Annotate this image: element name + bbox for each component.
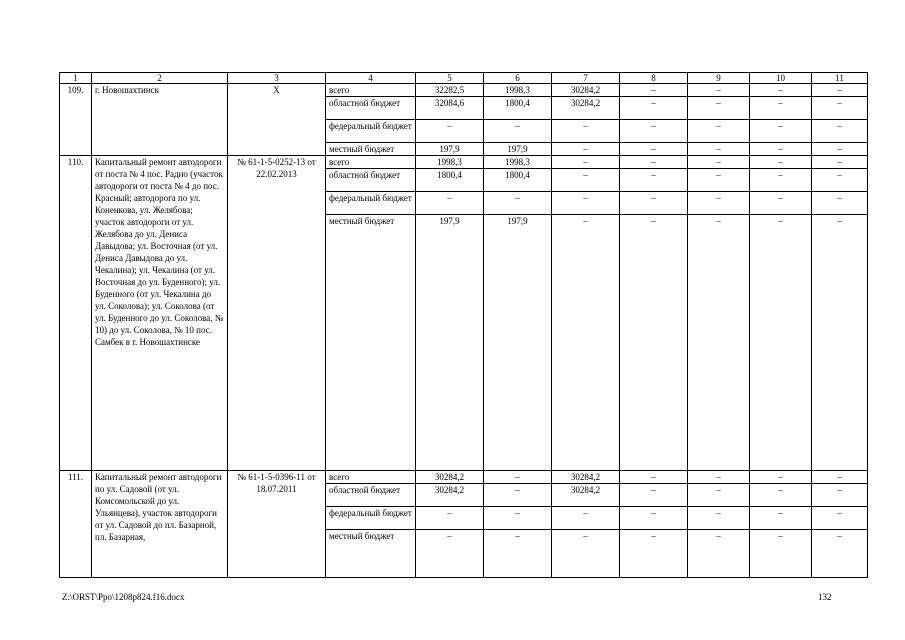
header-row [60,73,868,84]
header-cell: 7 [552,73,620,84]
value-cell: – [620,530,688,578]
header-cell: 11 [812,73,868,84]
row-number: 109. [60,84,92,156]
table-row [60,471,868,484]
row-number: 110. [60,156,92,471]
value-cell: 30284,2 [552,97,620,120]
funding-source: всего [326,156,416,169]
value-cell: 30284,2 [552,84,620,97]
value-cell: – [812,97,868,120]
header-cell: 5 [416,73,484,84]
value-cell: – [620,192,688,215]
budget-table [59,72,868,578]
value-cell: – [812,471,868,484]
value-cell: 1800,4 [484,169,552,192]
value-cell: – [688,192,750,215]
value-cell: – [552,507,620,530]
value-cell: – [750,530,812,578]
funding-source: всего [326,471,416,484]
value-cell: – [552,192,620,215]
value-cell: – [812,484,868,507]
value-cell: – [552,169,620,192]
value-cell: 197,9 [416,143,484,156]
file-path: Z:\ORST\Ppo\1208p824.f16.docx [62,592,185,602]
value-cell: 1998,3 [484,156,552,169]
value-cell: – [484,507,552,530]
value-cell: – [812,192,868,215]
funding-source: областной бюджет [326,97,416,120]
document-number: № 61-1-5-0396-11 от 18.07.2011 [228,471,326,578]
funding-source: федеральный бюджет [326,507,416,530]
header-cell: 2 [92,73,228,84]
funding-source: федеральный бюджет [326,192,416,215]
value-cell: 197,9 [484,143,552,156]
document-number: Х [228,84,326,156]
value-cell: – [750,484,812,507]
value-cell: – [484,120,552,143]
value-cell: – [552,215,620,471]
value-cell: – [620,215,688,471]
value-cell: 30284,2 [552,484,620,507]
value-cell: – [812,143,868,156]
value-cell: – [688,143,750,156]
value-cell: – [620,84,688,97]
value-cell: – [416,120,484,143]
value-cell: 197,9 [416,215,484,471]
value-cell: 1998,3 [484,84,552,97]
value-cell: – [750,169,812,192]
object-name: г. Новошахтинск [92,84,228,156]
value-cell: – [688,97,750,120]
value-cell: – [620,471,688,484]
value-cell: – [812,169,868,192]
object-name: Капитальный ремонт автодороги по ул. Садовой (от ул. Комсомольской до ул. Ульянцева), участок автодороги от ул. Садовой до пл. Базарной, пл. Базарная, [92,471,228,578]
value-cell: – [620,156,688,169]
value-cell: – [750,97,812,120]
header-cell: 9 [688,73,750,84]
value-cell: – [750,215,812,471]
value-cell: – [750,84,812,97]
document-number: № 61-1-5-0252-13 от 22.02.2013 [228,156,326,471]
value-cell: – [620,169,688,192]
value-cell: – [620,120,688,143]
value-cell: – [416,192,484,215]
value-cell: – [688,156,750,169]
row-number: 111. [60,471,92,578]
value-cell: 197,9 [484,215,552,471]
header-cell: 3 [228,73,326,84]
value-cell: – [812,215,868,471]
value-cell: – [552,530,620,578]
value-cell: 1998,3 [416,156,484,169]
funding-source: федеральный бюджет [326,120,416,143]
funding-source: областной бюджет [326,484,416,507]
value-cell: – [552,120,620,143]
value-cell: – [750,143,812,156]
funding-source: всего [326,84,416,97]
header-cell: 4 [326,73,416,84]
object-name: Капитальный ремонт автодороги от поста № 4 пос. Радио (участок автодороги от поста № 4 до пос. Красный; автодорога по ул. Коненкова, ул. Желябова; участок автодороги от ул. Желябова до ул. Дениса Давыдова; ул. Восточная (от ул. Дениса Давыдова до ул. Чекалина); ул. Чекалина (от ул. Восточная до ул. Буденного); ул. Буденного (от ул. Чекалина до ул. Соколова); ул. Соколова (от ул. Буденного до ул. Соколова, № 10) до ул. Соколова, № 10 пос. Самбек в г. Новошахтинске [92,156,228,471]
value-cell: – [620,507,688,530]
value-cell: – [484,484,552,507]
value-cell: – [812,84,868,97]
value-cell: – [750,120,812,143]
value-cell: – [750,471,812,484]
value-cell: – [750,192,812,215]
funding-source: областной бюджет [326,169,416,192]
value-cell: – [552,143,620,156]
value-cell: – [688,169,750,192]
funding-source: местный бюджет [326,530,416,578]
value-cell: 1800,4 [484,97,552,120]
value-cell: – [812,530,868,578]
funding-source: местный бюджет [326,143,416,156]
value-cell: – [688,484,750,507]
value-cell: – [552,156,620,169]
value-cell: – [688,120,750,143]
header-cell: 8 [620,73,688,84]
value-cell: – [688,471,750,484]
table-row [60,156,868,169]
value-cell: 30284,2 [416,484,484,507]
header-cell: 6 [484,73,552,84]
value-cell: – [620,97,688,120]
value-cell: – [416,507,484,530]
value-cell: – [620,484,688,507]
value-cell: – [620,143,688,156]
value-cell: – [750,156,812,169]
value-cell: 30284,2 [416,471,484,484]
value-cell: – [688,530,750,578]
value-cell: – [688,507,750,530]
value-cell: 32282,5 [416,84,484,97]
table-row [60,84,868,97]
value-cell: 30284,2 [552,471,620,484]
header-cell: 10 [750,73,812,84]
value-cell: – [416,530,484,578]
value-cell: – [812,156,868,169]
value-cell: – [688,84,750,97]
value-cell: – [484,530,552,578]
value-cell: – [812,507,868,530]
value-cell: – [484,192,552,215]
value-cell: 1800,4 [416,169,484,192]
header-cell: 1 [60,73,92,84]
value-cell: – [688,215,750,471]
value-cell: – [812,120,868,143]
page-number: 132 [818,592,832,602]
funding-source: местный бюджет [326,215,416,471]
value-cell: 32084,6 [416,97,484,120]
value-cell: – [750,507,812,530]
value-cell: – [484,471,552,484]
